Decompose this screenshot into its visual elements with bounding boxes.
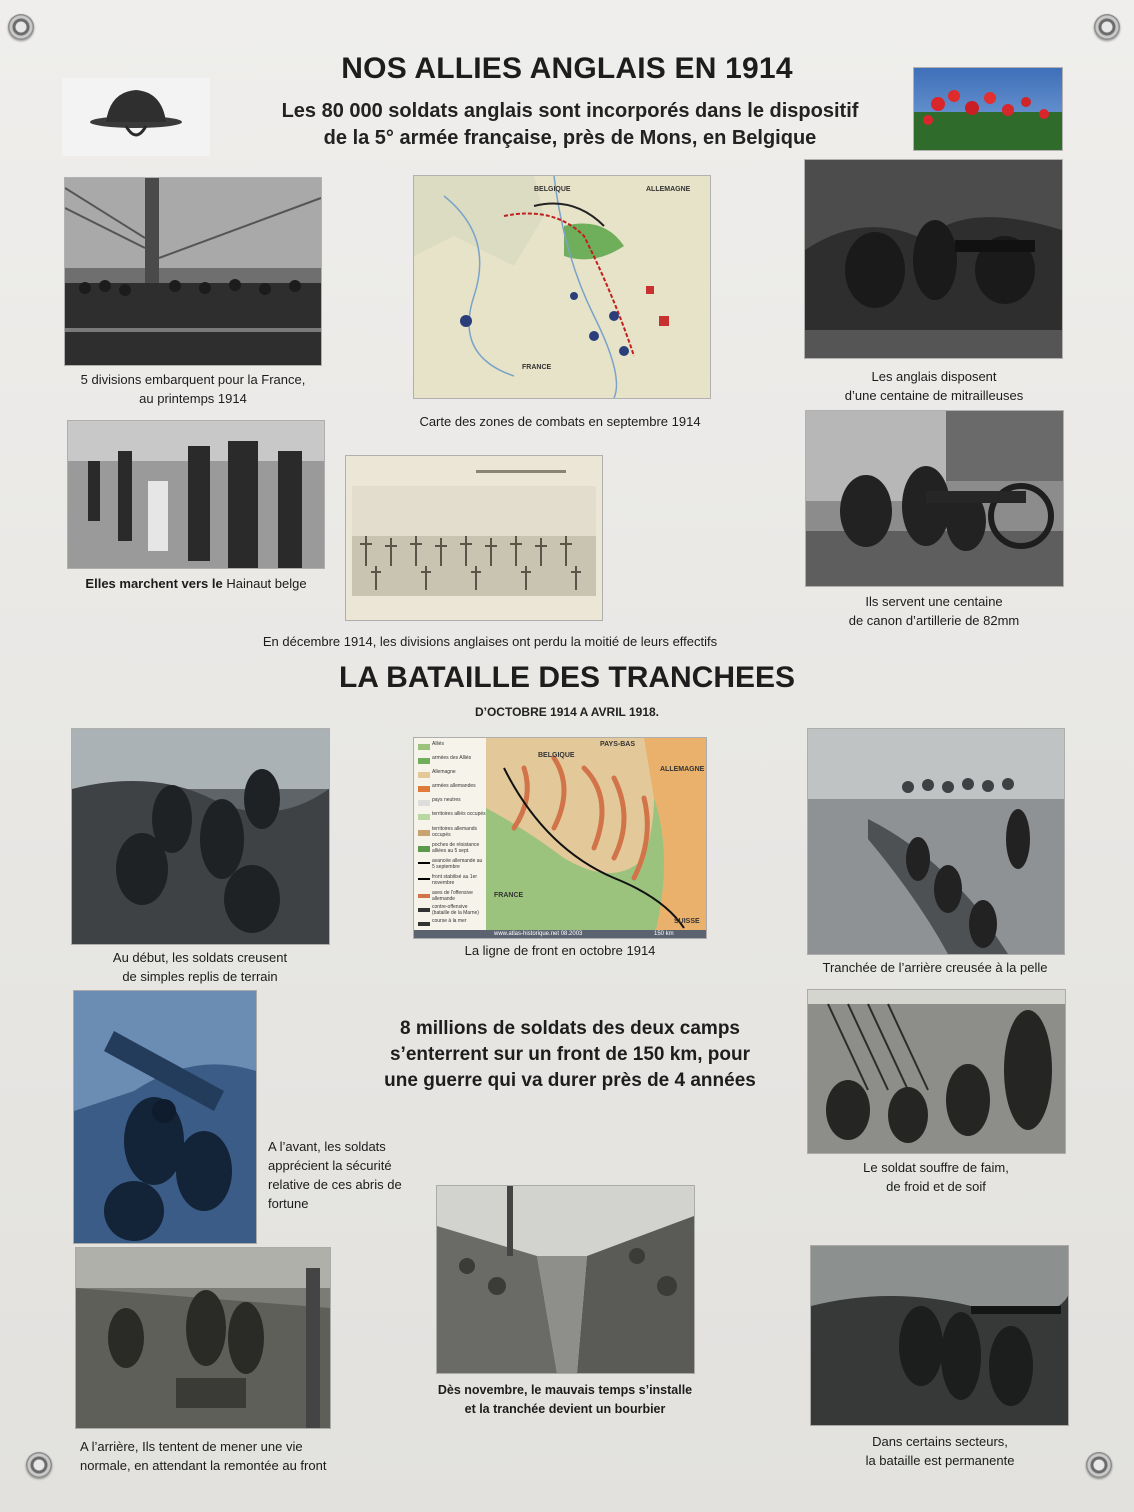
caption-line: de froid et de soif [886,1179,986,1194]
caption-line: 5 divisions embarquent pour la France, [80,372,306,387]
embark-caption [50,370,336,408]
digging-photo [72,729,329,944]
caption-line: au printemps 1914 [139,391,247,406]
legend-item: armées des Alliés [432,755,472,761]
legend-item: territoires alliés occupés [432,811,486,817]
map2-label-belgique: BELGIQUE [538,752,575,759]
shovel-trench-photo [808,729,1064,954]
permanent-battle-photo [811,1246,1068,1425]
legend-item: poches de résistance alliées au 5 sept. [432,842,480,854]
caption-line: d’une centaine de mitrailleuses [844,388,1024,403]
section-title: LA BATAILLE DES TRANCHEES [338,661,796,694]
grommet-icon [1094,14,1120,40]
caption-line: et la tranchée devient un bourbier [464,1402,666,1416]
embark-photo [65,178,321,365]
map2-label-allemagne: ALLEMAGNE [660,766,705,773]
muddy-trench-photo [437,1186,694,1373]
machinegun-caption [796,367,1072,405]
caption-line: Dans certains secteurs, [872,1434,1008,1449]
combat-zones-map [414,176,710,398]
rear-life-photo [76,1248,330,1428]
map-label-belgique: BELGIQUE [534,186,571,193]
statement-line: une guerre qui va durer près de 4 années [384,1070,756,1091]
caption-line: la bataille est permanente [865,1453,1015,1468]
cemetery-postcard [346,456,602,620]
shovel-caption: Tranchée de l’arrière creusée à la pelle [822,960,1048,975]
map-label-allemagne: ALLEMAGNE [646,186,691,193]
permanent-caption [800,1432,1080,1470]
rear-life-caption [80,1437,380,1475]
grommet-icon [26,1452,52,1478]
map2-label-france: FRANCE [494,892,524,899]
map1-caption: Carte des zones de combats en septembre 1914 [419,414,701,429]
map2-scale: 150 km [654,931,674,937]
front-line-map [414,738,706,938]
map2-legend [432,741,486,928]
cemetery-caption: En décembre 1914, les divisions anglaises ont perdu la moitié de leurs effectifs [262,634,718,649]
caption-part: Hainaut belge [222,576,307,591]
caption-line: Ils servent une centaine [865,594,1003,609]
statement-line: s’enterrent sur un front de 150 km, pour [389,1044,751,1065]
map2-label-pays-bas: PAYS-BAS [600,741,636,748]
map2-source: www.atlas-historique.net 08.2003 [494,931,583,937]
subtitle-line: de la 5° armée française, près de Mons, en Belgique [323,127,817,149]
map2-caption: La ligne de front en octobre 1914 [464,943,656,958]
legend-item: axes de l'offensive allemande [432,890,473,902]
legend-item: Alliés [432,741,444,747]
legend-item: front stabilisé au 1er novembre [432,874,478,886]
center-statement [360,1016,780,1094]
hunger-photo [808,990,1065,1153]
caption-line: de canon d’artillerie de 82mm [848,613,1020,628]
caption-line: fortune [268,1196,309,1211]
marching-photo [68,421,324,568]
legend-item: avancée allemande au 5 septembre [432,858,483,870]
helmet-photo [62,78,210,156]
caption-line: A l’arrière, Ils tentent de mener une vie [80,1439,303,1454]
caption-line: A l’avant, les soldats [268,1139,386,1154]
section-subtitle: D’OCTOBRE 1914 A AVRIL 1918. [474,705,660,719]
caption-line: normale, en attendant la remontée au front [80,1458,327,1473]
grommet-icon [1086,1452,1112,1478]
subtitle-line: Les 80 000 soldats anglais sont incorporés dans le dispositif [281,100,859,122]
legend-item: Allemagne [432,769,456,775]
marching-caption [60,574,332,593]
poster-subtitle [240,98,900,152]
legend-item: contre-offensive (bataille de la Marne) [432,904,479,916]
caption-line: apprécient la sécurité [268,1158,392,1173]
front-shelter-caption [268,1137,418,1213]
statement-line: 8 millions de soldats des deux camps [399,1018,740,1039]
caption-line: Le soldat souffre de faim, [863,1160,1009,1175]
poppy-photo [914,68,1062,150]
caption-line: Les anglais disposent [871,369,997,384]
caption-line: de simples replis de terrain [122,969,278,984]
artillery-photo [806,411,1063,586]
caption-bold-part: Elles marchent vers le [85,576,223,591]
legend-item: course à la mer [432,918,467,924]
mud-caption [410,1381,720,1419]
legend-item: territoires allemands occupés [432,826,478,838]
caption-line: Dès novembre, le mauvais temps s’installe [437,1383,693,1397]
hunger-caption [800,1158,1072,1196]
legend-item: pays neutres [432,797,461,803]
map2-label-suisse: SUISSE [674,918,700,925]
grommet-icon [8,14,34,40]
poster-title: NOS ALLIES ANGLAIS EN 1914 [341,52,793,85]
artillery-caption [796,592,1072,630]
caption-line: Au début, les soldats creusent [112,950,288,965]
legend-item: armées allemandes [432,783,476,789]
map-label-france: FRANCE [522,364,552,371]
caption-line: relative de ces abris de [268,1177,402,1192]
machinegun-photo [805,160,1062,358]
front-shelter-photo [74,991,256,1243]
digging-caption [60,948,340,986]
